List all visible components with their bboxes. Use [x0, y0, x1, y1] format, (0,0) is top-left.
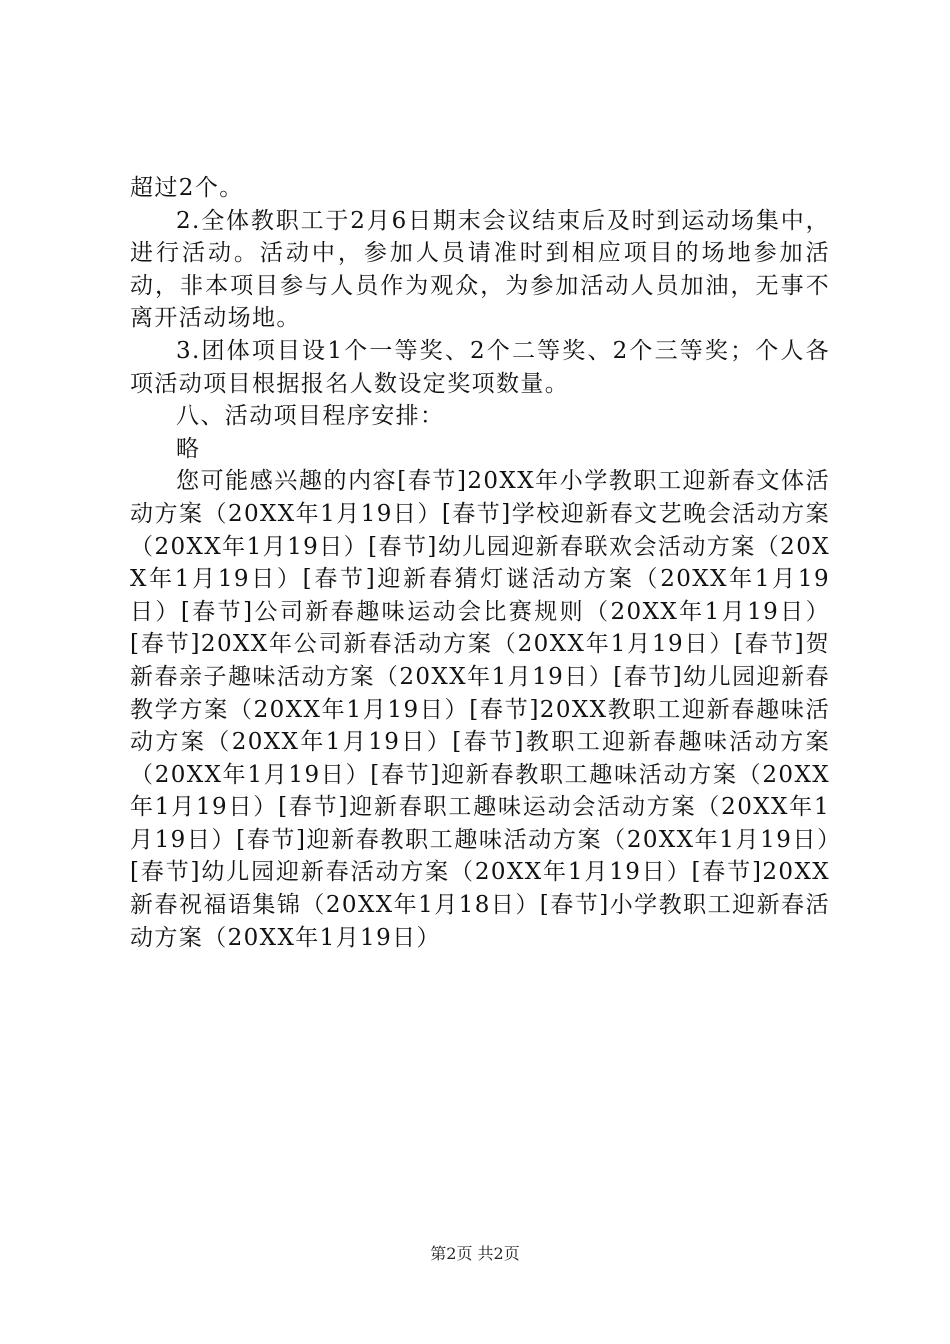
section-heading-8: 八、活动项目程序安排：	[176, 403, 445, 430]
paragraph-item-3: 3.团体项目设1个一等奖、2个二等奖、2个三等奖；个人各项活动项目根据报名人数设定奖项数量。	[130, 337, 830, 397]
page-footer: 第2页 共2页	[430, 1244, 520, 1263]
document-body	[130, 172, 830, 954]
paragraph-omitted: 略	[176, 435, 201, 462]
related-content-paragraph: 您可能感兴趣的内容[春节]20XX年小学教职工迎新春文体活动方案（20XX年1月19日）[春节]学校迎新春文艺晚会活动方案（20XX年1月19日）[春节]幼儿园迎新春联欢会活动方案（20XX年1月19日）[春节]迎新春猜灯谜活动方案（20XX年1月19日）[春节]公司新春趣味运动会比赛规则（20XX年1月19日）[春节]20XX年公司新春活动方案（20XX年1月19日）[春节]贺新春亲子趣味活动方案（20XX年1月19日）[春节]幼儿园迎新春教学方案（20XX年1月19日）[春节]20XX教职工迎新春趣味活动方案（20XX年1月19日）[春节]教职工迎新春趣味活动方案（20XX年1月19日）[春节]迎新春教职工趣味活动方案（20XX年1月19日）[春节]迎新春职工趣味运动会活动方案（20XX年1月19日）[春节]迎新春教职工趣味活动方案（20XX年1月19日）[春节]幼儿园迎新春活动方案（20XX年1月19日）[春节]20XX新春祝福语集锦（20XX年1月18日）[春节]小学教职工迎新春活动方案（20XX年1月19日）	[130, 468, 830, 951]
paragraph-continuation: 超过2个。	[130, 175, 244, 201]
paragraph-item-2: 2.全体教职工于2月6日期末会议结束后及时到运动场集中，进行活动。活动中，参加人员请准时到相应项目的场地参加活动，非本项目参与人员作为观众，为参加活动人员加油，无事不离开活动场地。	[130, 207, 830, 332]
